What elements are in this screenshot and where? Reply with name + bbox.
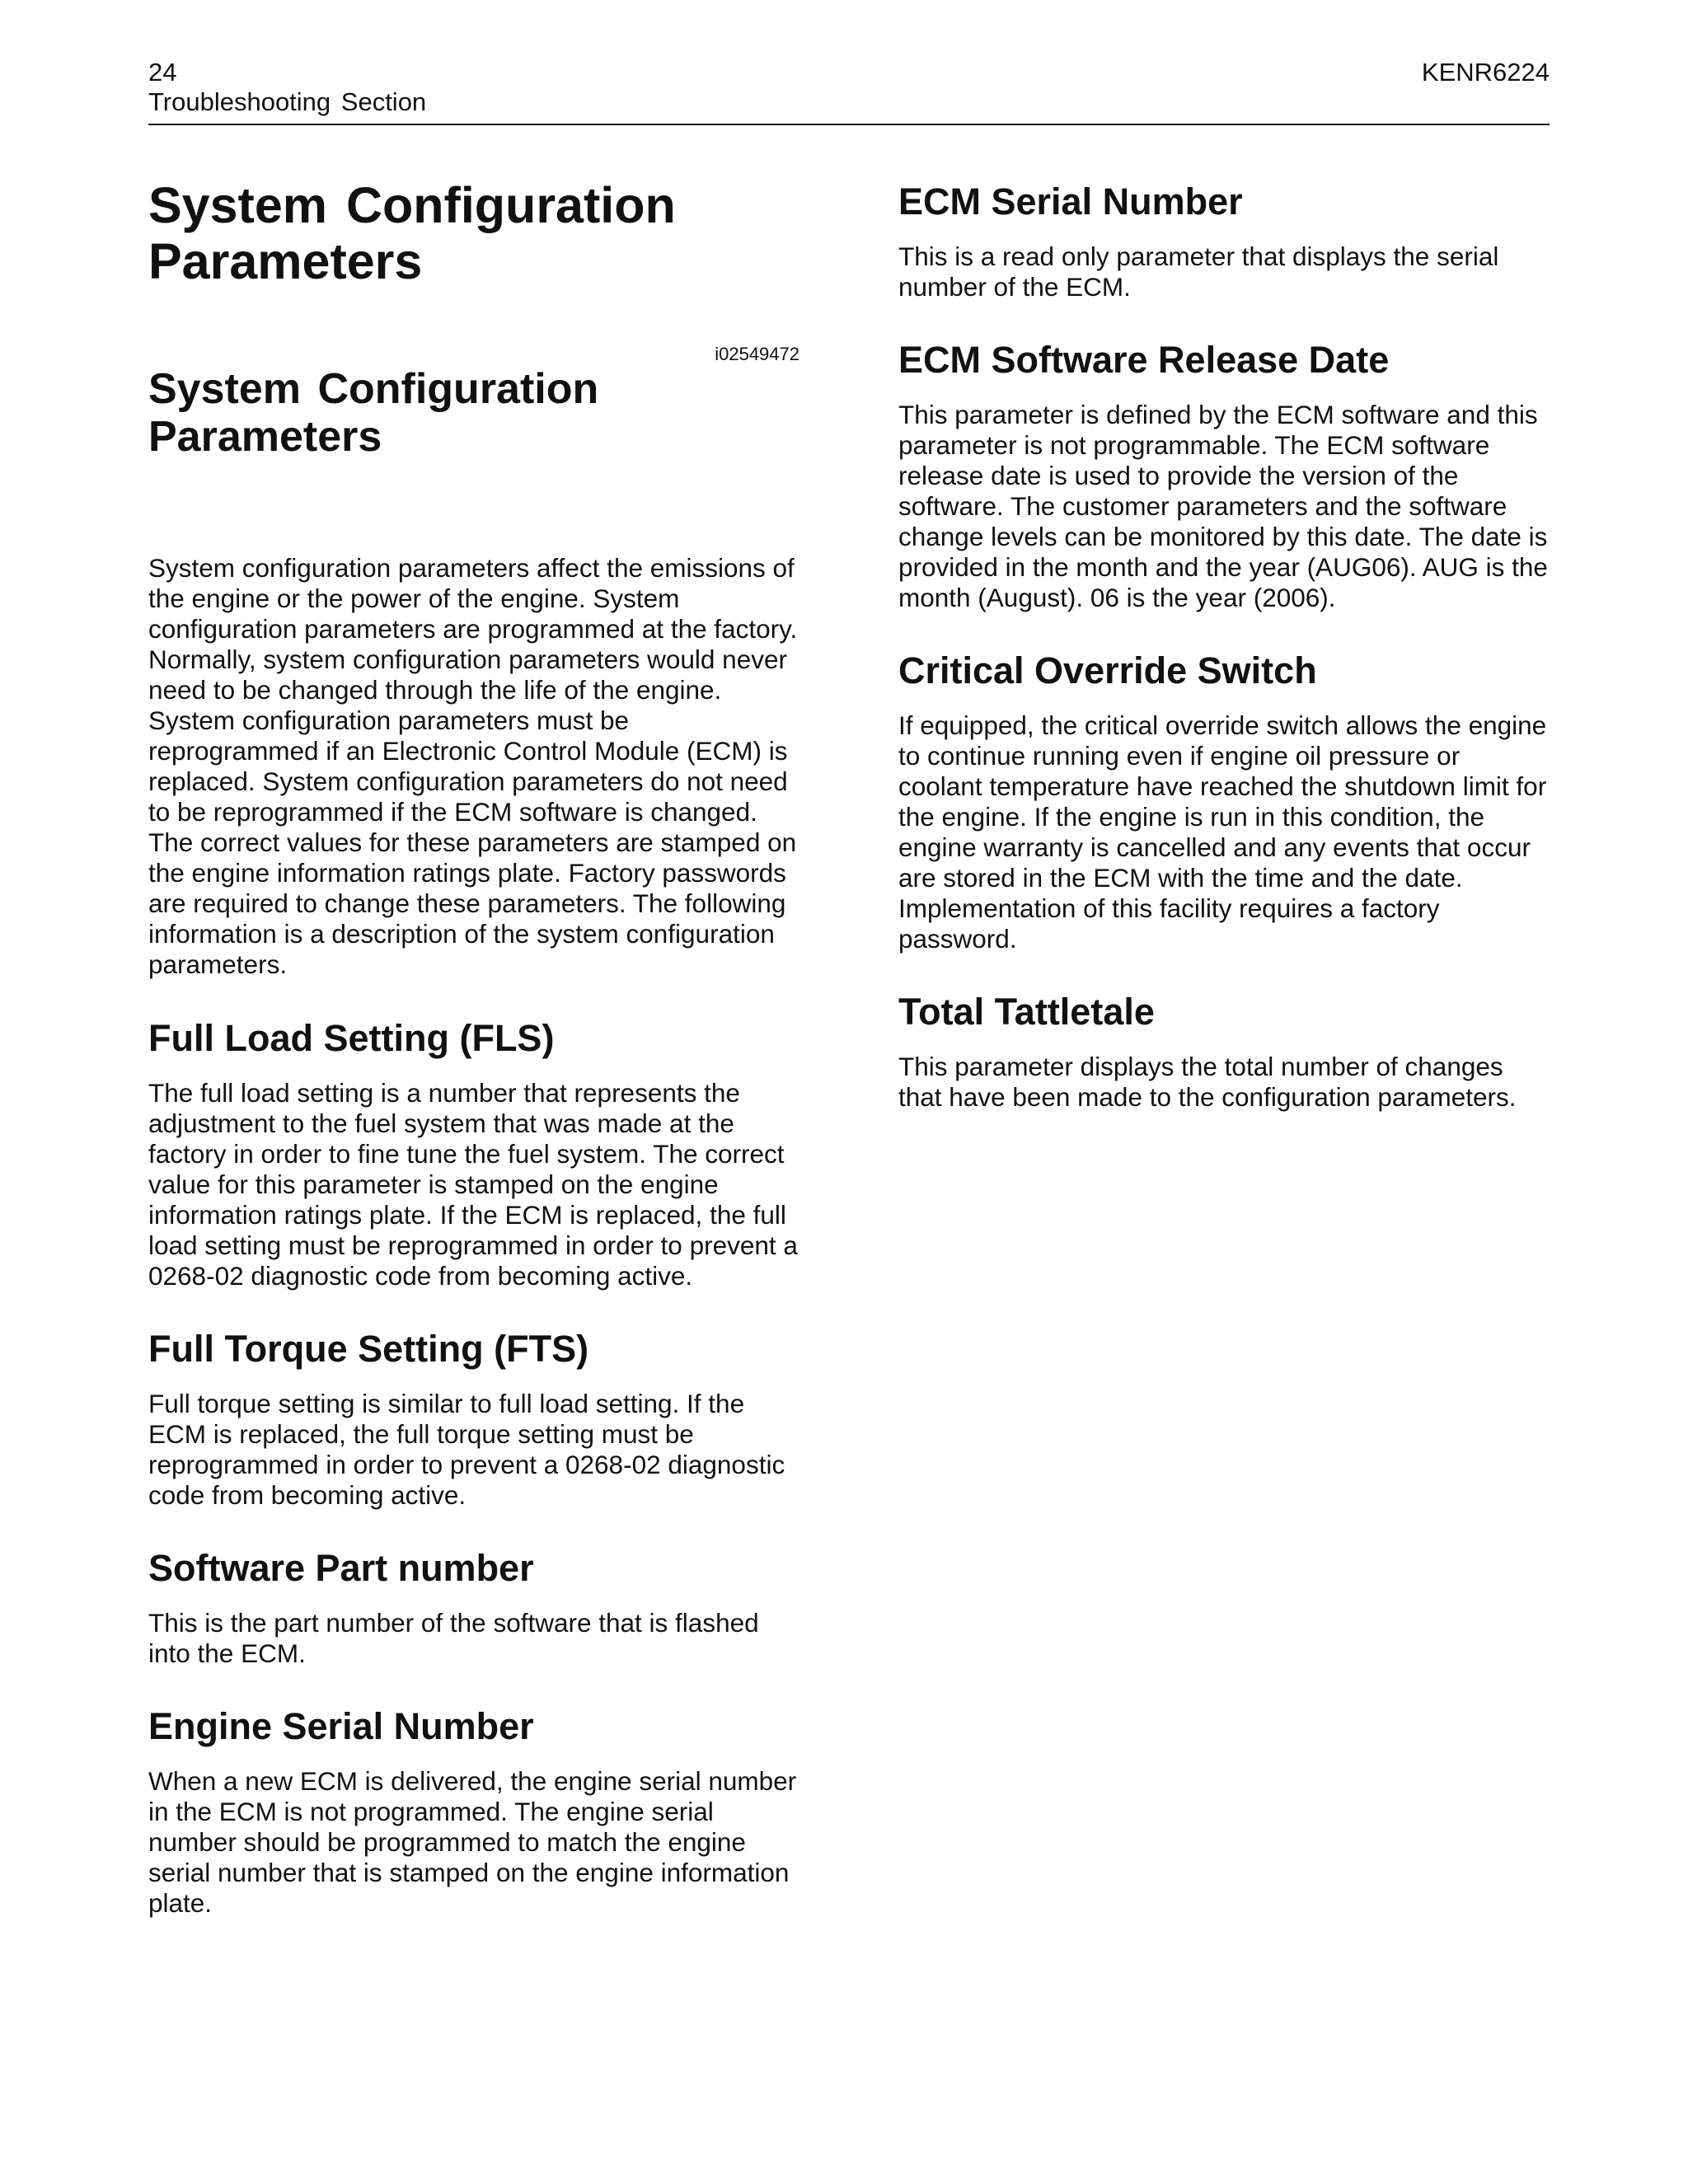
section-full-load-setting (148, 1017, 799, 1291)
section-name: Troubleshooting Section (148, 87, 427, 116)
section-body: This is the part number of the software that is flashed into the ECM. (148, 1608, 759, 1668)
section-software-part-number (148, 1547, 799, 1669)
left-column (148, 177, 799, 1919)
section-title: Total Tattletale (898, 991, 1155, 1033)
section-title: Critical Override Switch (898, 649, 1317, 691)
section-title: Engine Serial Number (148, 1705, 534, 1747)
reference-id: i02549472 (715, 344, 799, 364)
intro-paragraph: System configuration parameters affect the emissions of the engine or the power of the engine. System configuration parameters are programmed at the factory. Normally, system configuration parameters would never need to be changed through the life of the engine. System configuration parameters must be reprogrammed if an Electronic Control Module (ECM) is replaced. System configuration parameters do not need to be reprogrammed if the ECM software is changed. The correct values for these parameters are stamped on the engine information ratings plate. Factory passwords are required to change these parameters. The following information is a description of the system configuration parameters. (148, 553, 798, 979)
page-number: 24 (148, 58, 177, 87)
section-critical-override-switch (898, 649, 1550, 954)
section-body: This is a read only parameter that displays the serial number of the ECM. (898, 241, 1499, 302)
section-title: ECM Software Release Date (898, 339, 1390, 381)
section-title: ECM Serial Number (898, 180, 1243, 223)
section-body: Full torque setting is similar to full load setting. If the ECM is replaced, the full torque setting must be reprogrammed in order to prevent a 0268-02 diagnostic code from becoming active. (148, 1389, 785, 1510)
section-title: Full Load Setting (FLS) (148, 1017, 555, 1059)
section-body: This parameter displays the total number of changes that have been made to the configuration parameters. (898, 1052, 1517, 1112)
section-ecm-serial-number (898, 180, 1550, 302)
section-full-torque-setting (148, 1328, 799, 1511)
section-title: Full Torque Setting (FTS) (148, 1328, 589, 1370)
section-body: When a new ECM is delivered, the engine serial number in the ECM is not programmed. The engine serial number should be programmed to match the engine serial number that is stamped on the engine information plate. (148, 1766, 797, 1918)
section-body: This parameter is defined by the ECM software and this parameter is not programmable. The ECM software release date is used to provide the version of the software. The customer parameters and the software change levels can be monitored by this date. The date is provided in the month and the year (AUG06). AUG is the month (August). 06 is the year (2006). (898, 400, 1548, 612)
section-body: If equipped, the critical override switch allows the engine to continue running even if engine oil pressure or coolant temperature have reached the shutdown limit for the engine. If the engine is run in this condition, the engine warranty is cancelled and any events that occur are stored in the ECM with the time and the date. Implementation of this facility requires a factory password. (898, 710, 1547, 954)
section-engine-serial-number (148, 1705, 799, 1919)
section-ecm-software-release-date (898, 339, 1550, 613)
right-column (898, 177, 1550, 1113)
page-header (148, 58, 1550, 125)
section-total-tattletale (898, 991, 1550, 1113)
topic-title: System Configuration Parameters (148, 365, 599, 461)
section-body: The full load setting is a number that represents the adjustment to the fuel system that was made at the factory in order to fine tune the fuel system. The correct value for this parameter is stamped on the engine information ratings plate. If the ECM is replaced, the full load setting must be reprogrammed in order to prevent a 0268-02 diagnostic code from becoming active. (148, 1078, 798, 1291)
section-title: Software Part number (148, 1547, 534, 1589)
document-id: KENR6224 (1421, 58, 1550, 87)
main-title: System Configuration Parameters (148, 177, 676, 289)
